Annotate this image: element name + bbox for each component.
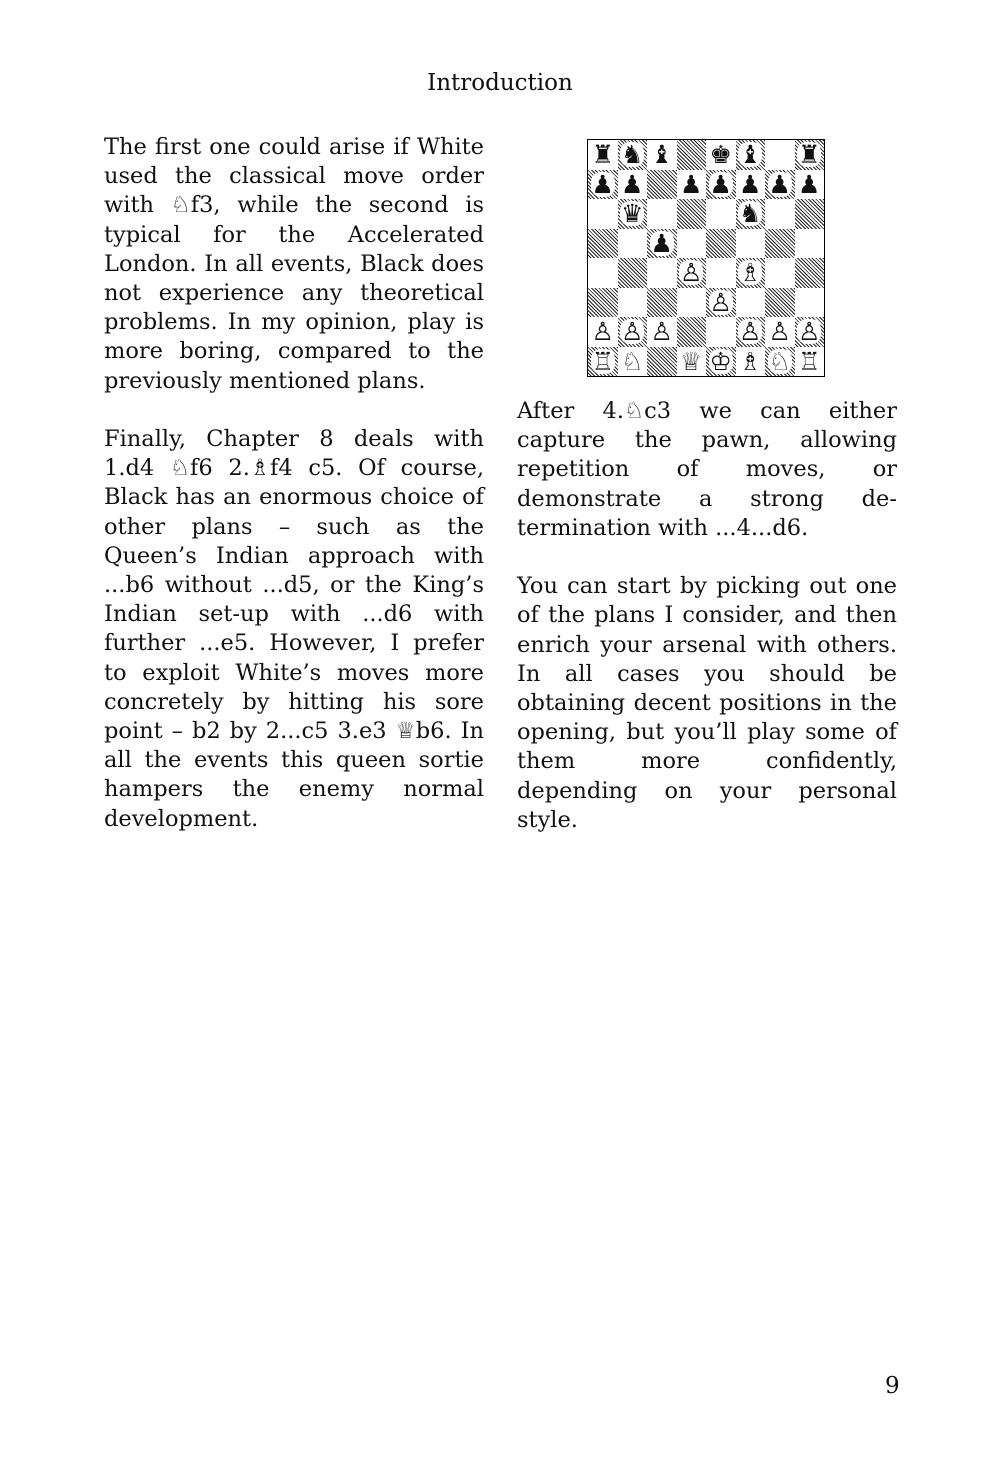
black-knight-icon: ♞	[739, 199, 762, 229]
board-square	[706, 229, 736, 259]
board-square	[765, 229, 795, 259]
white-rook-icon: ♖	[798, 346, 821, 376]
board-square	[765, 317, 795, 347]
white-bishop-icon: ♗	[739, 346, 762, 376]
white-king-icon: ♔	[709, 346, 732, 376]
board-square	[706, 258, 736, 288]
board-square	[618, 170, 648, 200]
board-square	[588, 140, 618, 170]
black-pawn-icon: ♟	[650, 228, 673, 258]
black-pawn-icon: ♟	[798, 169, 821, 199]
black-pawn-icon: ♟	[680, 169, 703, 199]
board-square	[618, 317, 648, 347]
chess-board	[587, 139, 825, 377]
board-square	[765, 288, 795, 318]
board-square	[765, 347, 795, 377]
board-square	[647, 288, 677, 318]
board-square	[677, 140, 707, 170]
board-square	[706, 170, 736, 200]
board-square	[736, 170, 766, 200]
running-header: Introduction	[427, 70, 573, 96]
board-square	[736, 288, 766, 318]
board-square	[647, 170, 677, 200]
board-square	[647, 258, 677, 288]
board-square	[736, 347, 766, 377]
board-square	[736, 258, 766, 288]
paragraph: The first one could arise if White used the classical move order with ♘f3, while the second is typical for the Accelerated London. In all events, Black does not experience any theoretical problems. In my opinion, play is more boring, compared to the previously mentioned plans.	[104, 134, 484, 394]
paragraph: You can start by picking out one of the plans I consider, and then enrich your arsenal with others. In all cases you should be obtaining decent positions in the opening, but you’ll play some of them more confidently, depending on your personal style.	[517, 573, 897, 833]
black-pawn-icon: ♟	[709, 169, 732, 199]
board-square	[588, 199, 618, 229]
paragraph: Finally, Chapter 8 deals with 1.d4 ♘f6 2.♗f4 c5. Of course, Black has an enormous choice of other plans – such as the Queen’s Indian approach with ...b6 without ...d5, or the King’s Indian set-up with ...d6 with further ...e5. However, I prefer to exploit White’s moves more concretely by hitting his sore point – b2 by 2...c5 3.e3 ♕b6. In all the events this queen sortie hampers the enemy normal development.	[104, 426, 484, 832]
black-bishop-icon: ♝	[739, 140, 762, 170]
board-square	[647, 140, 677, 170]
board-square	[765, 140, 795, 170]
board-square	[647, 347, 677, 377]
board-square	[765, 170, 795, 200]
left-column	[104, 133, 484, 863]
board-square	[618, 199, 648, 229]
black-queen-icon: ♛	[621, 199, 644, 229]
black-knight-icon: ♞	[621, 140, 644, 170]
board-square	[588, 288, 618, 318]
board-square	[677, 317, 707, 347]
board-square	[795, 199, 825, 229]
white-knight-icon: ♘	[768, 346, 791, 376]
board-square	[795, 258, 825, 288]
board-square	[588, 347, 618, 377]
board-square	[736, 199, 766, 229]
board-square	[588, 258, 618, 288]
black-pawn-icon: ♟	[621, 169, 644, 199]
white-pawn-icon: ♙	[739, 317, 762, 347]
board-square	[618, 288, 648, 318]
black-pawn-icon: ♟	[739, 169, 762, 199]
board-square	[588, 317, 618, 347]
board-square	[795, 140, 825, 170]
paragraph: After 4.♘c3 we can either capture the pawn, allowing repetition of moves, or demonstrate a strong determination with ...4...d6.	[517, 398, 897, 541]
board-square	[647, 199, 677, 229]
board-square	[706, 317, 736, 347]
board-square	[618, 258, 648, 288]
board-square	[765, 199, 795, 229]
board-square	[588, 229, 618, 259]
board-square	[588, 170, 618, 200]
board-square	[706, 288, 736, 318]
white-pawn-icon: ♙	[621, 317, 644, 347]
white-pawn-icon: ♙	[768, 317, 791, 347]
board-square	[618, 140, 648, 170]
board-square	[736, 229, 766, 259]
board-square	[706, 199, 736, 229]
black-pawn-icon: ♟	[591, 169, 614, 199]
board-square	[618, 229, 648, 259]
board-square	[677, 288, 707, 318]
board-square	[677, 229, 707, 259]
board-square	[677, 199, 707, 229]
board-square	[706, 347, 736, 377]
board-square	[765, 258, 795, 288]
board-square	[795, 229, 825, 259]
right-column	[517, 397, 897, 864]
board-square	[677, 258, 707, 288]
white-queen-icon: ♕	[680, 346, 703, 376]
board-square	[795, 347, 825, 377]
board-square	[677, 347, 707, 377]
board-square	[618, 347, 648, 377]
page-number: 9	[885, 1373, 900, 1399]
board-square	[736, 140, 766, 170]
board-square	[677, 170, 707, 200]
board-square	[795, 317, 825, 347]
black-rook-icon: ♜	[798, 140, 821, 170]
black-king-icon: ♚	[709, 140, 732, 170]
white-rook-icon: ♖	[591, 346, 614, 376]
black-rook-icon: ♜	[591, 140, 614, 170]
board-square	[795, 170, 825, 200]
board-square	[795, 288, 825, 318]
white-pawn-icon: ♙	[798, 317, 821, 347]
board-square	[736, 317, 766, 347]
board-square	[706, 140, 736, 170]
board-square	[647, 317, 677, 347]
board-square	[647, 229, 677, 259]
white-pawn-icon: ♙	[709, 287, 732, 317]
white-knight-icon: ♘	[621, 346, 644, 376]
chess-diagram	[587, 139, 825, 377]
white-pawn-icon: ♙	[650, 317, 673, 347]
white-bishop-icon: ♗	[739, 258, 762, 288]
black-bishop-icon: ♝	[650, 140, 673, 170]
white-pawn-icon: ♙	[591, 317, 614, 347]
black-pawn-icon: ♟	[768, 169, 791, 199]
white-pawn-icon: ♙	[680, 258, 703, 288]
